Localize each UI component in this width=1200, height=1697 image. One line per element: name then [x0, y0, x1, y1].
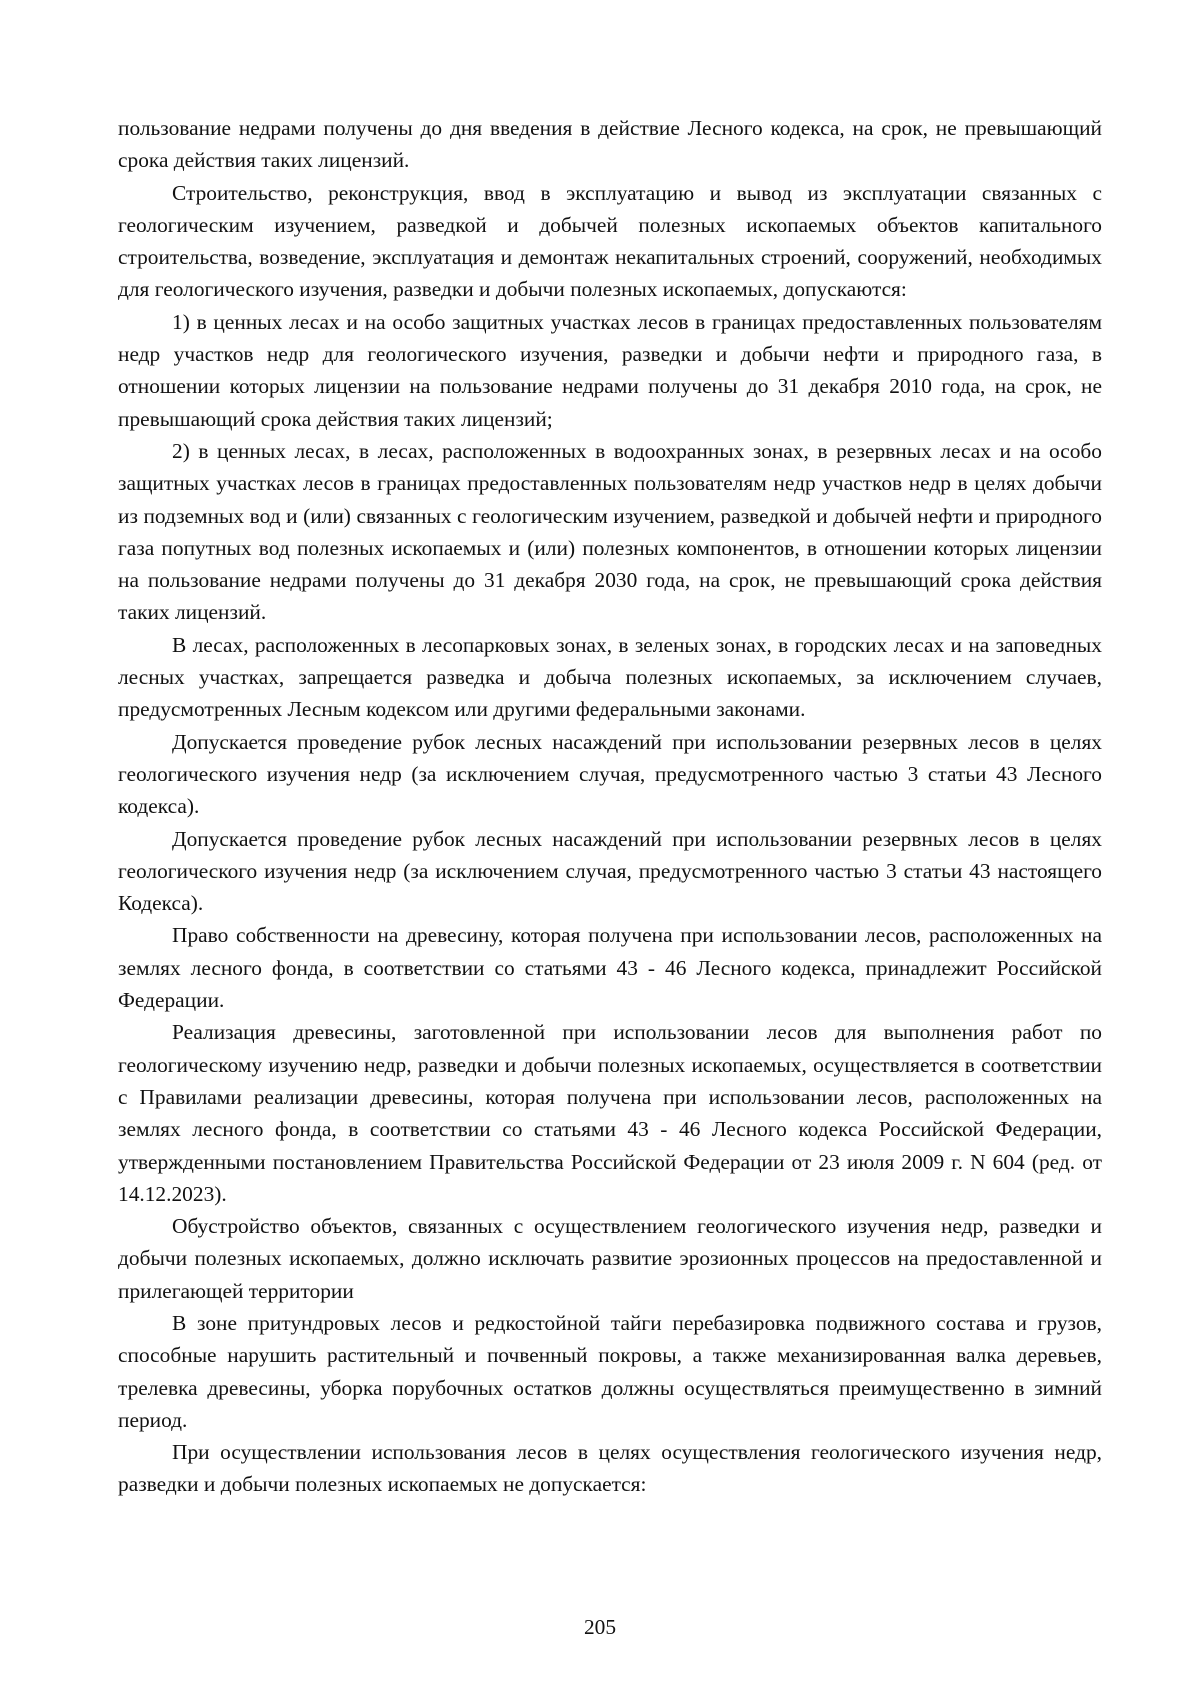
paragraph-reserve-forests-lesnoy-kodeks: Допускается проведение рубок лесных насаждений при использовании резервных лесов в целях геологического изучения недр (за исключением случая, предусмотренного частью 3 статьи 43 Лесного кодекса).: [118, 729, 1102, 819]
paragraph-item-1: 1) в ценных лесах и на особо защитных участках лесов в границах предоставленных пользователям недр участков недр для геологического изучения, разведки и добычи нефти и природного газа, в отношении которых лицензии на пользование недрами получены до 31 декабря 2010 года, на срок, не превышающий срока действия таких лицензий;: [118, 309, 1102, 431]
paragraph-item-2: 2) в ценных лесах, в лесах, расположенных в водоохранных зонах, в резервных лесах и на особо защитных участках лесов в границах предоставленных пользователям недр участков недр в целях добычи из подземных вод и (или) связанных с геологическим изучением, разведкой и добычей нефти и природного газа попутных вод полезных ископаемых и (или) полезных компонентов, в отношении которых лицензии на пользование недрами получены до 31 декабря 2030 года, на срок, не превышающий срока действия таких лицензий.: [118, 438, 1102, 625]
page-number: 205: [583, 1615, 617, 1639]
paragraph-reserve-forests-nastoyashchiy-kodeks: Допускается проведение рубок лесных насаждений при использовании резервных лесов в целях геологического изучения недр (за исключением случая, предусмотренного частью 3 статьи 43 настоящего Кодекса).: [118, 826, 1102, 916]
paragraph-wood-ownership: Право собственности на древесину, которая получена при использовании лесов, расположенных на землях лесного фонда, в соответствии со статьями 43 - 46 Лесного кодекса, принадлежит Российской Федерации.: [118, 923, 1102, 1013]
paragraph-wood-sale: Реализация древесины, заготовленной при использовании лесов для выполнения работ по геологическому изучению недр, разведки и добычи полезных ископаемых, осуществляется в соответствии с Правилами реализации древесины, которая получена при использовании лесов, расположенных на землях лесного фонда, в соответствии со статьями 43 - 46 Лесного кодекса Российской Федерации, утвержденными постановлением Правительства Российской Федерации от 23 июля 2009 г. N 604 (ред. от 14.12.2023).: [118, 1020, 1102, 1206]
paragraph-construction: Строительство, реконструкция, ввод в эксплуатацию и вывод из эксплуатации связанных с геологическим изучением, разведкой и добычей полезных ископаемых объектов капитального строительства, возведение, эксплуатация и демонтаж некапитальных строений, сооружений, необходимых для геологического изучения, разведки и добычи полезных ископаемых, допускаются:: [118, 180, 1102, 302]
paragraph-not-allowed: При осуществлении использования лесов в целях осуществления геологического изучения недр, разведки и добычи полезных ископаемых не допускается:: [118, 1440, 1102, 1497]
paragraph-continuation: пользование недрами получены до дня введения в действие Лесного кодекса, на срок, не превышающий срока действия таких лицензий.: [118, 116, 1102, 173]
paragraph-forest-zones: В лесах, расположенных в лесопарковых зонах, в зеленых зонах, в городских лесах и на заповедных лесных участках, запрещается разведка и добыча полезных ископаемых, за исключением случаев, предусмотренных Лесным кодексом или другими федеральными законами.: [118, 632, 1102, 722]
document-body: [118, 112, 1102, 1501]
paragraph-erosion: Обустройство объектов, связанных с осуществлением геологического изучения недр, разведки и добычи полезных ископаемых, должно исключать развитие эрозионных процессов на предоставленной и прилегающей территории: [118, 1214, 1102, 1303]
paragraph-tundra-forests: В зоне притундровых лесов и редкостойной тайги перебазировка подвижного состава и грузов, способные нарушить растительный и почвенный покровы, а также механизированная валка деревьев, трелевка древесины, уборка порубочных остатков должны осуществляться преимущественно в зимний период.: [118, 1310, 1102, 1432]
